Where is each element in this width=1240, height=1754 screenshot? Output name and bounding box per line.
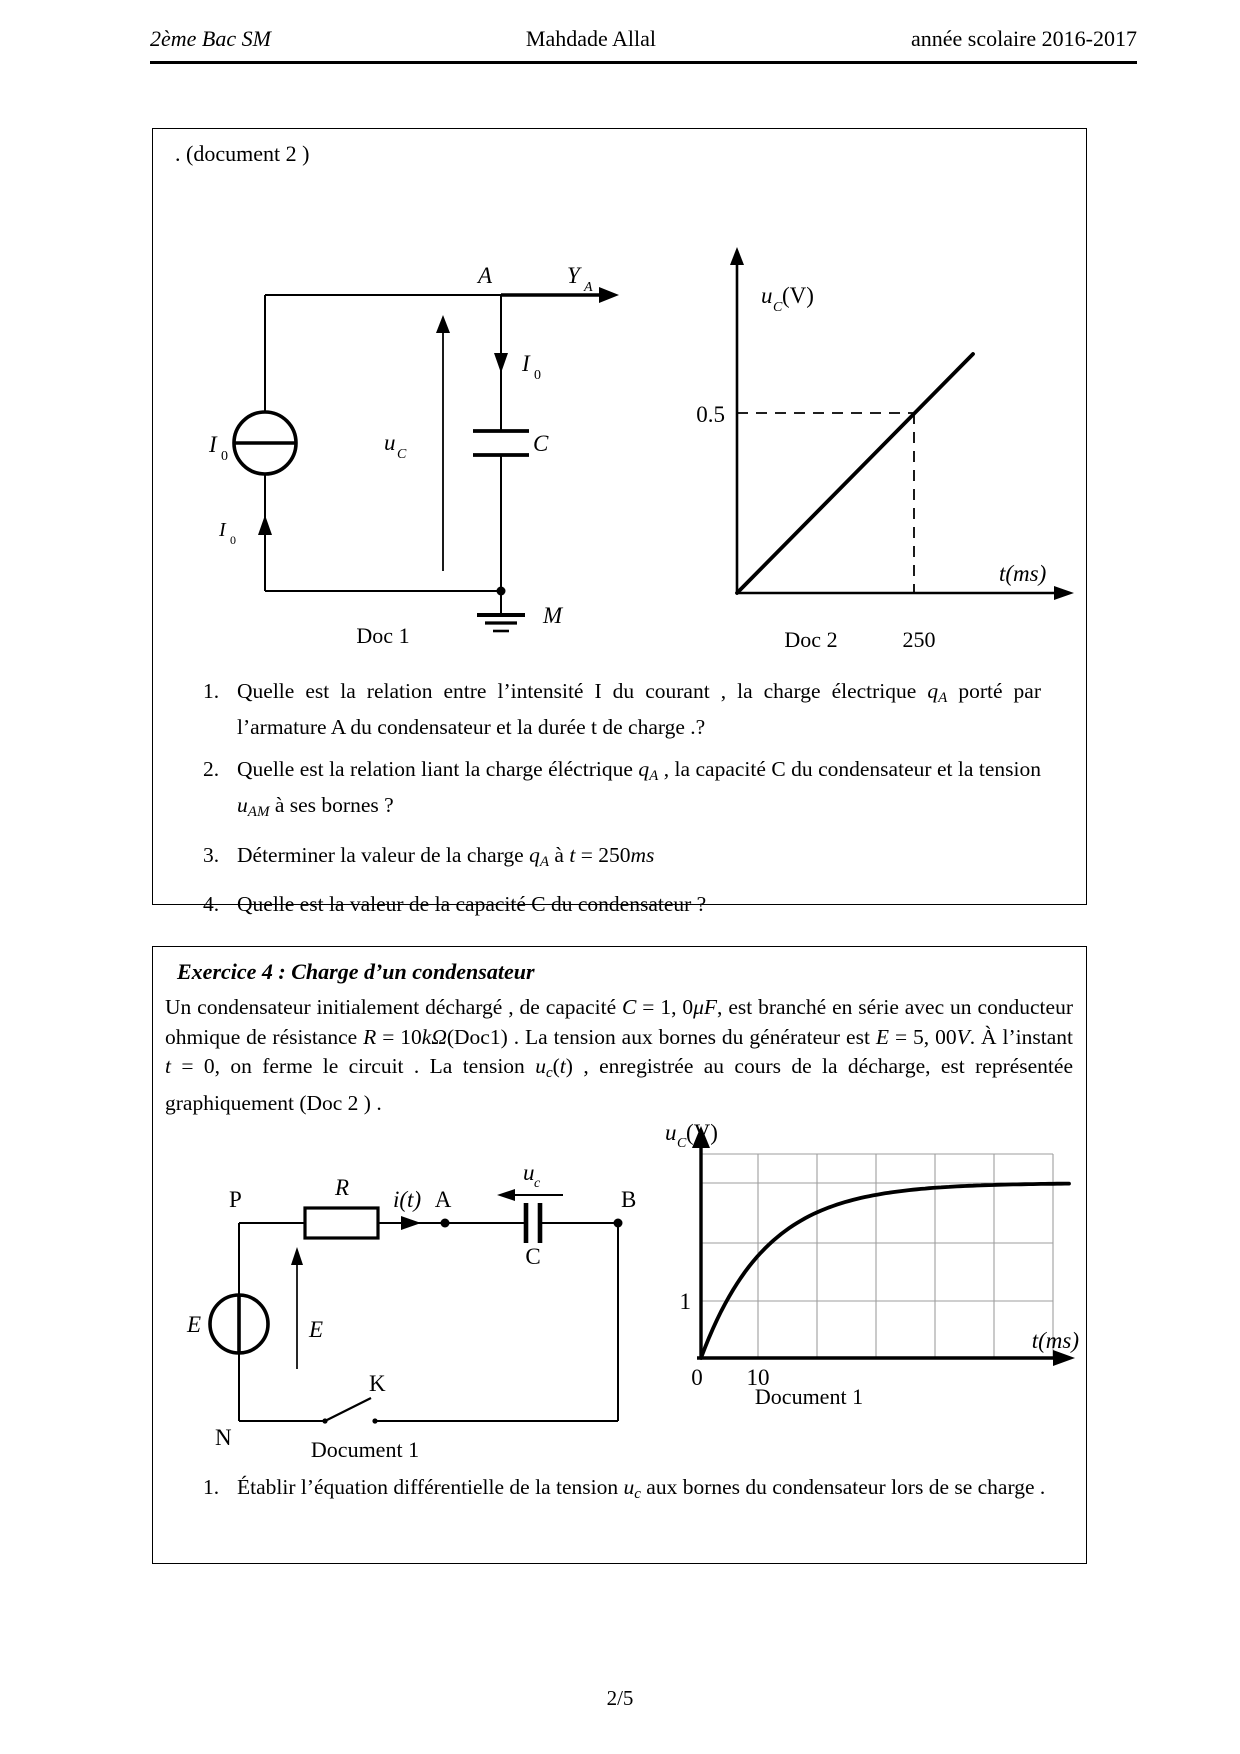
- node-a-label: A: [434, 1187, 452, 1212]
- page-number: 2/5: [606, 1686, 634, 1710]
- graph2-ylabel-unit: (V): [686, 1120, 718, 1145]
- graph-document1: [601, 1116, 1111, 1411]
- i0-branch-arrowhead-icon: [494, 353, 508, 373]
- y-axis-arrowhead-icon: [730, 247, 744, 265]
- resistor-label: R: [335, 1175, 350, 1200]
- exercise-box-document2: [152, 128, 1087, 916]
- question-number: 2.: [203, 757, 220, 782]
- question-number: 4.: [203, 891, 220, 916]
- linear-charge-line: [737, 354, 973, 593]
- graph2-ylabel: u: [665, 1120, 677, 1145]
- page-header: [150, 26, 1137, 64]
- graph1-caption: Doc 2: [784, 627, 838, 652]
- uc-arrowhead-icon: [436, 315, 450, 333]
- graph2-caption: Document 1: [754, 1384, 864, 1409]
- switch-dot-left: [322, 1418, 327, 1423]
- circuit2-caption: Document 1: [310, 1437, 420, 1462]
- question-text: Quelle est la valeur de la capacité C du condensateur ?: [237, 891, 707, 916]
- resistor-icon: [305, 1208, 378, 1238]
- question-text: Quelle est la relation liant la charge éléctrique qA , la capacité C du condensateur et la tension uAM à ses bornes ?: [237, 757, 1041, 821]
- box2-questions: [203, 1473, 1063, 1522]
- i0-source-sub: 0: [221, 449, 228, 464]
- current-arrowhead-icon: [401, 1216, 421, 1230]
- graph1-xlabel: t(ms): [999, 561, 1047, 586]
- graph1-ylabel: u: [761, 283, 773, 308]
- exercise-box-4: [152, 946, 1087, 1564]
- node-n-label: N: [215, 1425, 232, 1450]
- exercise4-title: Exercice 4 : Charge d’un condensateur: [177, 959, 535, 984]
- graph1-ylabel-unit: (V): [782, 283, 814, 308]
- question-row: [203, 1473, 1063, 1509]
- graph1-xtick: 250: [902, 627, 936, 652]
- it-label: i(t): [393, 1187, 422, 1212]
- uc-label: u: [384, 430, 396, 455]
- question-row: [203, 890, 1041, 919]
- capacitor-label: C: [525, 1244, 541, 1269]
- x-axis-arrowhead-icon: [1054, 586, 1074, 600]
- current-arrowhead-icon: [258, 515, 272, 535]
- question-row: [203, 755, 1041, 827]
- i0-branch-label: I: [522, 351, 530, 376]
- header-author: Mahdade Allal: [525, 26, 657, 51]
- exercise4-paragraph: Un condensateur initialement déchargé , de capacité C = 1, 0μF, est branché en série avec un conducteur ohmique de résistance R = 10kΩ(Doc1) . La tension aux bornes du générateur est E = 5, 00V. À l’instant t = 0, on ferme le circuit . La tension uc(t) , enregistrée au cours de la décharge, est représentée graphiquement (Doc 2 ) .: [165, 995, 1073, 1115]
- i0-wire-label: I: [219, 519, 226, 541]
- ya-label: Y: [567, 263, 580, 288]
- circuit-document1: [153, 1151, 643, 1471]
- e-arrow-label: E: [309, 1317, 324, 1342]
- node-m-label: M: [543, 603, 563, 628]
- node-b-label: B: [621, 1187, 637, 1212]
- graph-doc2: [611, 241, 1091, 671]
- graph1-ylabel-sub: C: [773, 300, 783, 315]
- header-class: 2ème Bac SM: [150, 26, 271, 51]
- ya-label-sub: A: [584, 280, 593, 295]
- node-a-dot: [441, 1219, 450, 1228]
- uc-label-sub: C: [397, 447, 407, 462]
- charge-curve: [701, 1184, 1069, 1358]
- question-text: Établir l’équation différentielle de la tension uc aux bornes du condensateur lors de se charge .: [237, 1475, 1046, 1503]
- uc-label-sub: c: [534, 1176, 541, 1191]
- graph2-ylabel-sub: C: [677, 1136, 687, 1151]
- question-row: [203, 841, 1041, 877]
- i0-branch-sub: 0: [534, 368, 541, 383]
- generator-label: E: [187, 1312, 202, 1337]
- uc-label: u: [523, 1160, 535, 1185]
- circuit-doc1: [171, 231, 621, 671]
- capacitor-label: C: [533, 431, 549, 456]
- question-text: Quelle est la relation entre l’intensité I du courant , la charge électrique qA porté par l’armature A du condensateur et la durée t de charge .?: [237, 679, 1041, 740]
- uc-arrowhead-icon: [497, 1189, 515, 1201]
- switch-label: K: [369, 1371, 386, 1396]
- circuit1-caption: Doc 1: [356, 623, 410, 648]
- header-year: année scolaire 2016-2017: [910, 26, 1137, 51]
- i0-source-label: I: [209, 432, 217, 457]
- box1-questions: [203, 677, 1041, 932]
- graph2-xtick0: 0: [691, 1365, 703, 1390]
- graph2-xlabel: t(ms): [1031, 1328, 1079, 1353]
- question-number: 3.: [203, 842, 220, 867]
- i0-wire-sub: 0: [230, 533, 236, 547]
- question-number: 1.: [203, 679, 220, 703]
- question-number: 1.: [203, 1475, 220, 1499]
- question-text: Déterminer la valeur de la charge qA à t = 250ms: [237, 842, 655, 870]
- node-p-label: P: [229, 1187, 242, 1212]
- switch-blade: [325, 1398, 371, 1421]
- graph2-xtick10: 10: [746, 1365, 770, 1390]
- graph1-ytick: 0.5: [696, 402, 725, 427]
- e-arrowhead-icon: [291, 1247, 303, 1265]
- question-row: [203, 677, 1041, 742]
- graph2-ytick: 1: [679, 1289, 691, 1314]
- box1-intro: . (document 2 ): [175, 141, 310, 166]
- node-a-label: A: [477, 263, 493, 288]
